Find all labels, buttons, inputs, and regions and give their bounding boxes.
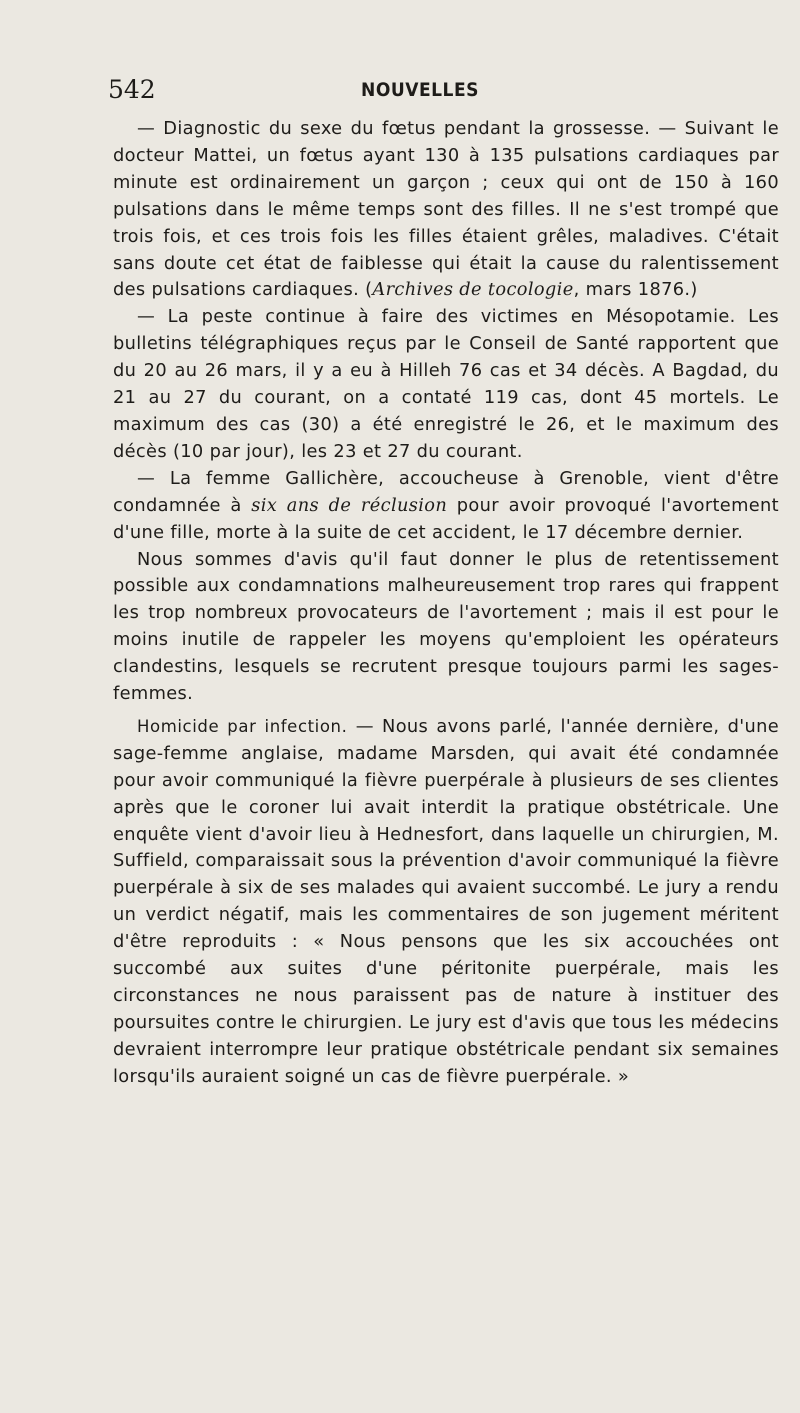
paragraph-fetal-sex-diagnosis <box>113 116 779 304</box>
page-header <box>108 75 732 109</box>
paragraph-text: pour avoir provoqué l'avortement d'une fille, morte à la suite de cet accident, le 17 décembre dernier. <box>113 494 779 543</box>
paragraph-text: — Diagnostic du sexe du fœtus pendant la grossesse. — Suivant le docteur Mattei, un fœtus ayant 130 à 135 pulsations cardiaques par minute est ordinairement un garçon ; ceux qui ont de 150 à 160 pulsations dans le même temps sont des filles. Il ne s'est trompé que trois fois, et ces trois fois les filles étaient grêles, maladives. C'était sans doute cet état de faiblesse qui était la cause du ralentissement des pulsations cardiaques. ( <box>113 118 779 301</box>
source-citation: Archives de tocologie <box>372 279 574 301</box>
section-title: Homicide par infection. <box>137 716 348 736</box>
page-number: 542 <box>108 75 156 104</box>
running-title: NOUVELLES <box>361 79 479 101</box>
paragraph-homicide-by-infection <box>113 714 779 1091</box>
paragraph-grenoble-midwife <box>113 466 779 547</box>
sentence-emphasis: six ans de réclusion <box>251 494 448 516</box>
paragraph-text: — La femme Gallichère, accoucheuse à Grenoble, vient d'être condamnée à <box>113 467 779 516</box>
paragraph-editorial-comment: Nous sommes d'avis qu'il faut donner le plus de retentissement possible aux condamnations malheureusement trop rares qui frappent les trop nombreux provocateurs de l'avortement ; mais il est pour le moins inutile de rappeler les moyens qu'emploient les opérateurs clandestins, lesquels se recrutent presque toujours parmi les sages-femmes. <box>113 548 779 705</box>
paragraph-plague-mesopotamia: — La peste continue à faire des victimes en Mésopotamie. Les bulletins télégraphiques reçus par le Conseil de Santé rapportent que du 20 au 26 mars, il y a eu à Hilleh 76 cas et 34 décès. A Bagdad, du 21 au 27 du courant, on a contaté 119 cas, dont 45 mortels. Le maximum des cas (30) a été enregistré le 26, et le maximum des décès (10 par jour), les 23 et 27 du courant. <box>113 306 779 462</box>
paragraph-text: , mars 1876.) <box>573 279 698 301</box>
page-body <box>113 116 779 1091</box>
paragraph-text: — Nous avons parlé, l'année dernière, d'une sage-femme anglaise, madame Marsden, qui avait été condamnée pour avoir communiqué la fièvre puerpérale à plusieurs de ses clientes après que le coroner lui avait interdit la pratique obstétricale. Une enquête vient d'avoir lieu à Hednesfort, dans laquelle un chirurgien, M. Suffield, comparaissait sous la prévention d'avoir communiqué la fièvre puerpérale à six de ses malades qui avaient succombé. Le jury a rendu un verdict négatif, mais les commentaires de son jugement méritent d'être reproduits : « Nous pensons que les six accouchées ont succombé aux suites d'une péritonite puerpérale, mais les circonstances ne nous paraissent pas de nature à instituer des poursuites contre le chirurgien. Le jury est d'avis que tous les médecins devraient interrompre leur pratique obstétricale pendant six semaines lorsqu'ils auraient soigné un cas de fièvre puerpérale. » <box>113 715 779 1087</box>
